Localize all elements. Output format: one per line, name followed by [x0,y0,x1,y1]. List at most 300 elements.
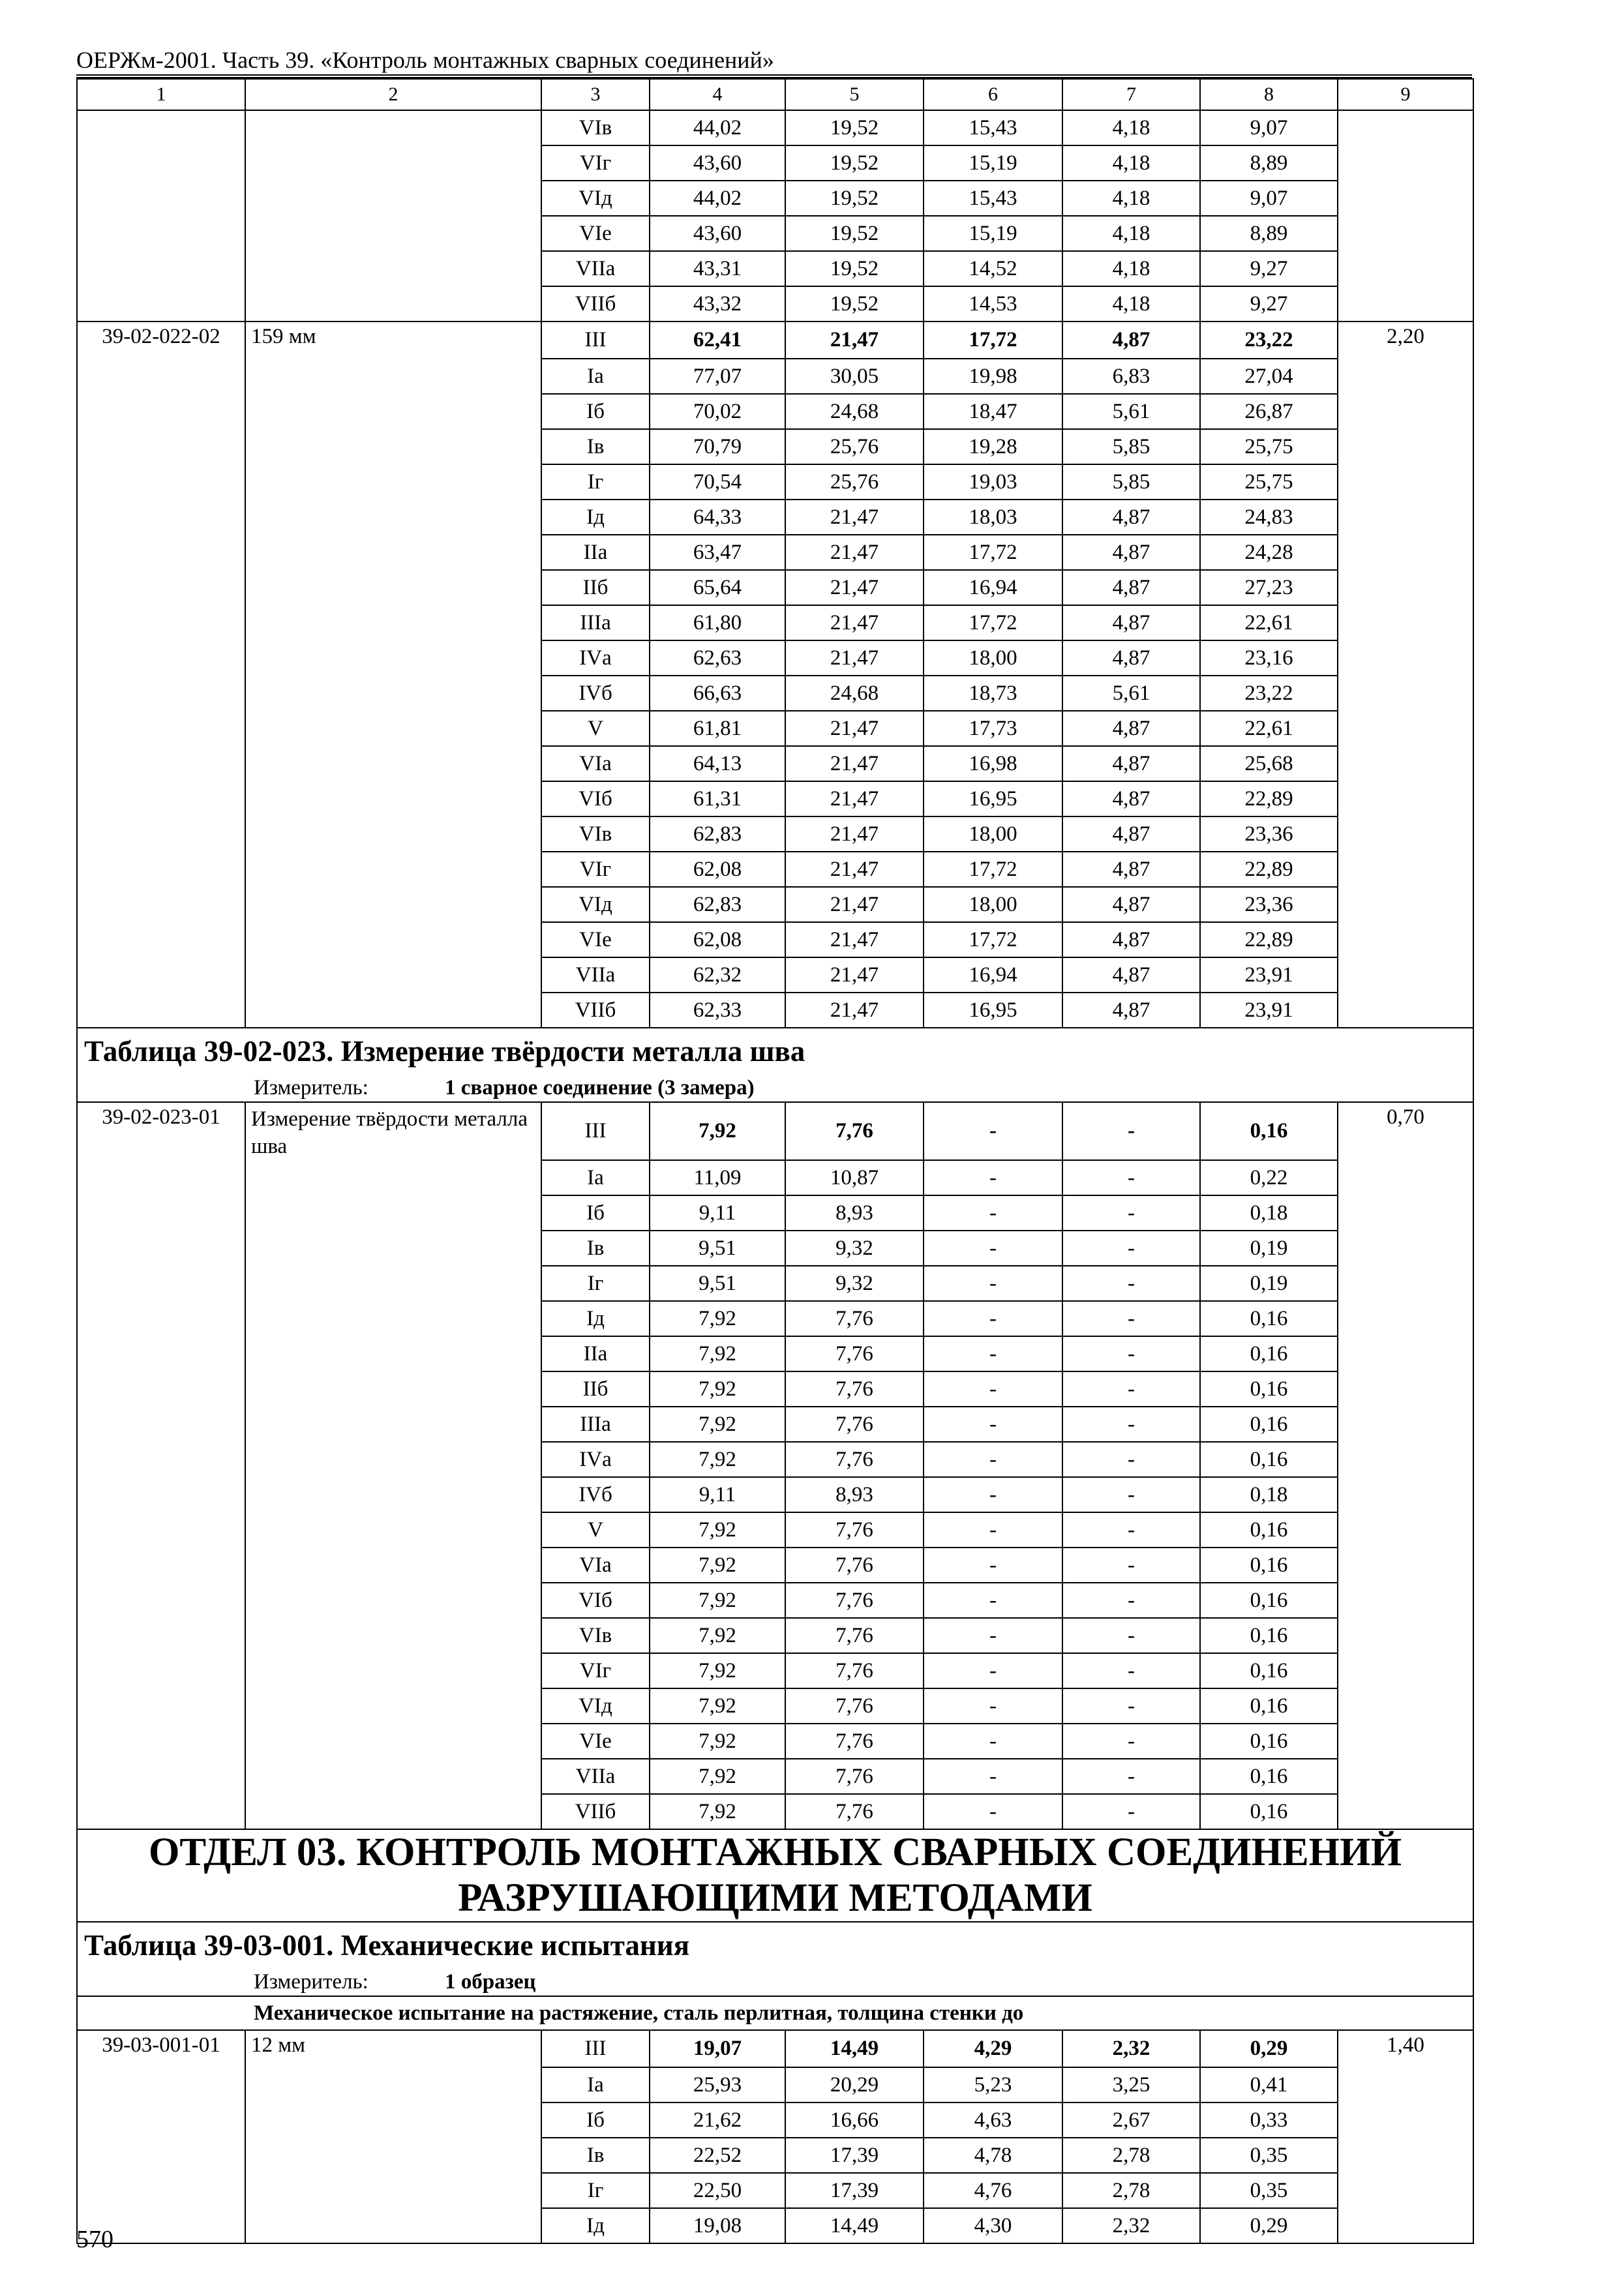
value-cell-text: 70,02 [693,399,742,423]
measure-label: Измеритель: [254,1075,368,1100]
value-cell [1062,1442,1200,1477]
value-cell [1062,640,1200,676]
value-cell [1062,676,1200,711]
rate-name-empty [245,2067,541,2102]
coefficient-empty [1338,887,1473,922]
coefficient-empty [1338,1371,1473,1407]
value-cell [924,1618,1062,1653]
value-cell-text: 21,47 [830,751,879,775]
value-cell [924,1407,1062,1442]
value-cell [1200,957,1338,993]
rate-code-empty [77,500,245,535]
value-cell [1062,1477,1200,1512]
coefficient-empty [1338,1477,1473,1512]
zone-cell [541,359,650,394]
zone-cell [541,922,650,957]
rate-code-empty [77,746,245,781]
value-cell-text: 7,76 [835,1377,873,1401]
value-cell-text: - [989,1764,997,1788]
value-cell-text: 65,64 [693,575,742,599]
value-cell-text: 0,16 [1250,1623,1288,1647]
value-cell [650,781,785,816]
rate-code-empty [77,110,245,145]
value-cell-text: 0,16 [1250,1553,1288,1577]
table-title [77,1922,1473,1968]
rate-code-empty [77,570,245,605]
value-cell [1062,1301,1200,1336]
measure-value: 1 образец [445,1969,536,1994]
value-cell-text: - [989,1271,997,1295]
coefficient-empty [1338,1195,1473,1231]
value-cell [1062,1583,1200,1618]
value-cell-text: 21,47 [830,822,879,846]
value-cell-text: 8,93 [835,1201,873,1225]
value-cell [924,957,1062,993]
value-cell-text: 24,68 [830,681,879,705]
value-cell [924,781,1062,816]
zone-cell-text: IVа [579,1447,612,1471]
coefficient-empty [1338,535,1473,570]
value-cell [1200,251,1338,286]
value-cell [924,1759,1062,1794]
column-header-text: 5 [849,83,860,105]
coefficient-empty [1338,1794,1473,1829]
measure-cell [77,1968,1473,1996]
zone-cell-text: VIд [579,186,612,210]
value-cell-text: 18,03 [969,505,1017,529]
value-cell-text: 23,36 [1244,892,1293,916]
rate-name-empty [245,2138,541,2173]
value-cell [650,2102,785,2138]
rate-code-empty [77,676,245,711]
value-cell-text: 23,22 [1244,681,1293,705]
zone-cell-text: Iв [586,434,605,458]
value-cell [650,1512,785,1548]
rate-code-empty [77,1548,245,1583]
value-cell-text: 0,16 [1250,1588,1288,1612]
value-cell [1200,887,1338,922]
value-cell-text: - [1128,1236,1135,1260]
zone-cell [541,535,650,570]
rate-name-empty [245,359,541,394]
rate-code-empty [77,1301,245,1336]
value-cell-text: - [1128,1588,1135,1612]
table-row [77,2067,1473,2102]
value-cell-text: 9,51 [699,1271,736,1295]
rate-code-text: 39-02-022-02 [102,325,220,348]
value-cell [1200,1794,1338,1829]
coefficient-empty [1338,570,1473,605]
coefficient-empty [1338,816,1473,852]
value-cell-text: - [989,1553,997,1577]
zone-cell-text: VIIа [575,963,616,987]
value-cell-text: 70,54 [693,470,742,494]
value-cell-text: 21,47 [830,540,879,564]
value-cell [650,2067,785,2102]
value-cell-text: 21,47 [830,328,879,352]
value-cell [924,2030,1062,2067]
value-cell-text: 7,92 [699,1412,736,1436]
value-cell-text: - [1128,1694,1135,1718]
value-cell-text: 23,91 [1244,963,1293,987]
value-cell [1200,1231,1338,1266]
value-cell-text: 21,47 [830,505,879,529]
zone-cell-text: IIа [583,1341,608,1366]
coefficient-empty [1338,2173,1473,2208]
value-cell [1062,1160,1200,1195]
zone-cell-text: VIв [579,115,612,140]
rate-code-empty [77,464,245,500]
value-cell [1200,676,1338,711]
table-row [77,1583,1473,1618]
value-cell-text: 19,08 [693,2213,742,2237]
value-cell-text: - [1128,1764,1135,1788]
zone-cell-text: VIе [579,1729,612,1753]
value-cell-text: 14,49 [830,2213,879,2237]
value-cell [650,816,785,852]
value-cell-text: 27,23 [1244,575,1293,599]
zone-cell [541,145,650,181]
value-cell [1062,1231,1200,1266]
table-row [77,535,1473,570]
page-header [76,40,1472,78]
zone-cell [541,322,650,359]
table-row [77,1266,1473,1301]
value-cell-text: 7,76 [835,1306,873,1330]
rate-name-empty [245,216,541,251]
section-heading [77,1829,1473,1922]
value-cell [650,2138,785,2173]
value-cell-text: 25,76 [830,434,879,458]
value-cell-text: 17,72 [969,540,1017,564]
value-cell [785,1301,924,1336]
rate-code-empty [77,922,245,957]
rate-code-empty [77,1477,245,1512]
value-cell [924,816,1062,852]
value-cell-text: 7,76 [835,1412,873,1436]
rate-name-empty [245,1618,541,1653]
coefficient-empty [1338,1583,1473,1618]
value-cell-text: 43,60 [693,221,742,245]
value-cell-text: 0,16 [1250,1377,1288,1401]
table-row [77,1794,1473,1829]
value-cell [1200,781,1338,816]
coefficient-empty [1338,2067,1473,2102]
zone-cell [541,1160,650,1195]
rate-name [245,322,541,359]
value-cell [924,1548,1062,1583]
zone-cell [541,781,650,816]
value-cell [650,1442,785,1477]
value-cell-text: 7,92 [699,1518,736,1542]
value-cell-text: 7,76 [835,1694,873,1718]
value-cell [785,676,924,711]
value-cell-text: 5,85 [1112,434,1150,458]
value-cell-text: 43,31 [693,256,742,280]
value-cell-text: 4,30 [974,2213,1012,2237]
value-cell-text: 44,02 [693,186,742,210]
value-cell-text: 0,16 [1250,1306,1288,1330]
value-cell [1200,2138,1338,2173]
value-cell-text: 62,83 [693,822,742,846]
value-cell [785,887,924,922]
zone-cell [541,676,650,711]
coefficient-text: 1,40 [1387,2033,1424,2057]
value-cell-text: 25,68 [1244,751,1293,775]
zone-cell [541,110,650,145]
value-cell [924,1336,1062,1371]
value-cell [924,570,1062,605]
value-cell [1200,2030,1338,2067]
value-cell-text: 23,91 [1244,998,1293,1022]
value-cell [1062,322,1200,359]
value-cell [650,1407,785,1442]
value-cell [924,2102,1062,2138]
value-cell-text: 8,89 [1250,221,1288,245]
zone-cell [541,816,650,852]
zone-cell-text: IIIа [580,610,611,635]
column-header-text: 7 [1126,83,1136,105]
value-cell-text: 7,92 [699,1694,736,1718]
rate-code-empty [77,1583,245,1618]
zone-cell-text: III [584,1119,607,1143]
zone-cell-text: Iв [586,1236,605,1260]
column-header-text: 9 [1400,83,1411,105]
subtitle-row [77,1996,1473,2030]
zone-cell [541,1407,650,1442]
value-cell-text: 23,36 [1244,822,1293,846]
value-cell [785,640,924,676]
coefficient [1338,1102,1473,1160]
zone-cell [541,1477,650,1512]
rate-code-empty [77,1336,245,1371]
column-header-text: 1 [156,83,166,105]
rate-code-empty [77,1794,245,1829]
value-cell [924,1477,1062,1512]
value-cell [1062,1371,1200,1407]
rate-name-empty [245,605,541,640]
value-cell-text: 17,72 [969,927,1017,951]
value-cell-text: 66,63 [693,681,742,705]
table-row [77,429,1473,464]
value-cell [924,1794,1062,1829]
value-cell-text: - [989,1623,997,1647]
coefficient-empty [1338,1442,1473,1477]
value-cell-text: 4,87 [1112,540,1150,564]
table-row [77,993,1473,1028]
zone-cell [541,1371,650,1407]
value-cell [1062,359,1200,394]
value-cell [650,1794,785,1829]
zone-cell [541,1336,650,1371]
table-row [77,2030,1473,2067]
value-cell [924,145,1062,181]
value-cell [650,464,785,500]
value-cell [650,181,785,216]
rate-code-empty [77,1195,245,1231]
value-cell [1200,1618,1338,1653]
value-cell-text: 43,32 [693,292,742,316]
rate-name-empty [245,251,541,286]
rate-name-empty [245,2102,541,2138]
value-cell [1200,746,1338,781]
value-cell-text: 19,52 [830,256,879,280]
value-cell [785,1266,924,1301]
zone-cell [541,1512,650,1548]
rate-name-empty [245,2208,541,2243]
value-cell-text: - [1128,1341,1135,1366]
coefficient-empty [1338,922,1473,957]
value-cell [1062,816,1200,852]
value-cell [1062,1407,1200,1442]
rate-name-empty [245,1336,541,1371]
value-cell-text: 64,13 [693,751,742,775]
rate-name-empty [245,746,541,781]
rate-name-empty [245,1301,541,1336]
value-cell-text: 19,52 [830,292,879,316]
zone-cell-text: Iа [587,364,604,388]
value-cell-text: 7,92 [699,1658,736,1683]
value-cell [1200,605,1338,640]
value-cell [785,711,924,746]
value-cell [1062,2102,1200,2138]
zone-cell-text: VIIа [575,1764,616,1788]
value-cell-text: 44,02 [693,115,742,140]
value-cell [1200,2102,1338,2138]
value-cell-text: 23,22 [1244,328,1293,352]
value-cell [924,746,1062,781]
value-cell-text: 25,75 [1244,470,1293,494]
value-cell [650,957,785,993]
value-cell-text: 62,33 [693,998,742,1022]
value-cell-text: 43,60 [693,151,742,175]
value-cell [924,1688,1062,1724]
value-cell [785,1618,924,1653]
zone-cell-text: VIIа [575,256,616,280]
value-cell [1062,570,1200,605]
value-cell-text: 0,19 [1250,1236,1288,1260]
column-header [785,79,924,110]
value-cell [1062,464,1200,500]
rate-code-empty [77,2067,245,2102]
value-cell [785,2030,924,2067]
value-cell [924,251,1062,286]
value-cell-text: 4,87 [1112,610,1150,635]
value-cell [650,1583,785,1618]
value-cell-text: 62,08 [693,927,742,951]
value-cell [1200,1266,1338,1301]
zone-cell-text: IVб [579,681,612,705]
zone-cell-text: Iд [586,2213,605,2237]
value-cell-text: 7,92 [699,1729,736,1753]
value-cell-text: 0,35 [1250,2178,1288,2202]
rate-name-empty [245,887,541,922]
value-cell [785,1477,924,1512]
rate-code-empty [77,181,245,216]
table-row [77,957,1473,993]
zone-cell-text: Iд [586,1306,605,1330]
rate-name-empty [245,957,541,993]
section-title-line2: РАЗРУШАЮЩИМИ МЕТОДАМИ [458,1876,1092,1920]
value-cell [1062,605,1200,640]
value-cell [1062,746,1200,781]
zone-cell [541,1618,650,1653]
measure-value: 1 сварное соединение (3 замера) [445,1075,755,1100]
value-cell-text: - [1128,1271,1135,1295]
column-header [541,79,650,110]
table-subtitle [77,1996,1473,2030]
value-cell [650,1477,785,1512]
value-cell [1200,922,1338,957]
value-cell [924,181,1062,216]
value-cell-text: 4,18 [1112,115,1150,140]
value-cell [650,2173,785,2208]
table-row [77,1653,1473,1688]
rate-code-empty [77,852,245,887]
value-cell-text: 7,92 [699,1447,736,1471]
value-cell-text: 4,76 [974,2178,1012,2202]
value-cell-text: 22,61 [1244,610,1293,635]
value-cell [1062,1512,1200,1548]
coefficient-empty [1338,2102,1473,2138]
value-cell [1200,110,1338,145]
value-cell [1200,2173,1338,2208]
zone-cell [541,2208,650,2243]
value-cell [1200,1336,1338,1371]
zone-cell [541,1266,650,1301]
column-header [924,79,1062,110]
zone-cell-text: VIIб [575,998,616,1022]
rate-name-empty [245,640,541,676]
table-row [77,676,1473,711]
rate-code-empty [77,605,245,640]
value-cell [785,1336,924,1371]
value-cell-text: 62,41 [693,328,742,352]
value-cell-text: 22,50 [693,2178,742,2202]
value-cell-text: 22,52 [693,2143,742,2167]
value-cell [650,922,785,957]
zone-cell [541,1759,650,1794]
value-cell [924,852,1062,887]
value-cell [1062,922,1200,957]
column-header-text: 8 [1264,83,1274,105]
rates-table [76,78,1474,2244]
coefficient-empty [1338,1548,1473,1583]
rate-name-empty [245,429,541,464]
value-cell [1200,1407,1338,1442]
value-cell-text: 4,78 [974,2143,1012,2167]
value-cell [785,993,924,1028]
rate-code-empty [77,429,245,464]
zone-cell-text: Iа [587,2072,604,2097]
value-cell [1062,2030,1200,2067]
coefficient-empty [1338,181,1473,216]
rate-code-empty [77,1160,245,1195]
value-cell-text: 7,76 [835,1119,873,1143]
rate-code-empty [77,2173,245,2208]
value-cell-text: 21,62 [693,2108,742,2132]
value-cell [785,216,924,251]
value-cell-text: - [1128,1553,1135,1577]
value-cell-text: 15,43 [969,186,1017,210]
zone-cell-text: VIг [579,1658,612,1683]
value-cell-text: 14,49 [830,2037,879,2060]
value-cell-text: 62,32 [693,963,742,987]
value-cell [1062,957,1200,993]
value-cell-text: 7,92 [699,1553,736,1577]
value-cell-text: 21,47 [830,610,879,635]
value-cell [650,1336,785,1371]
